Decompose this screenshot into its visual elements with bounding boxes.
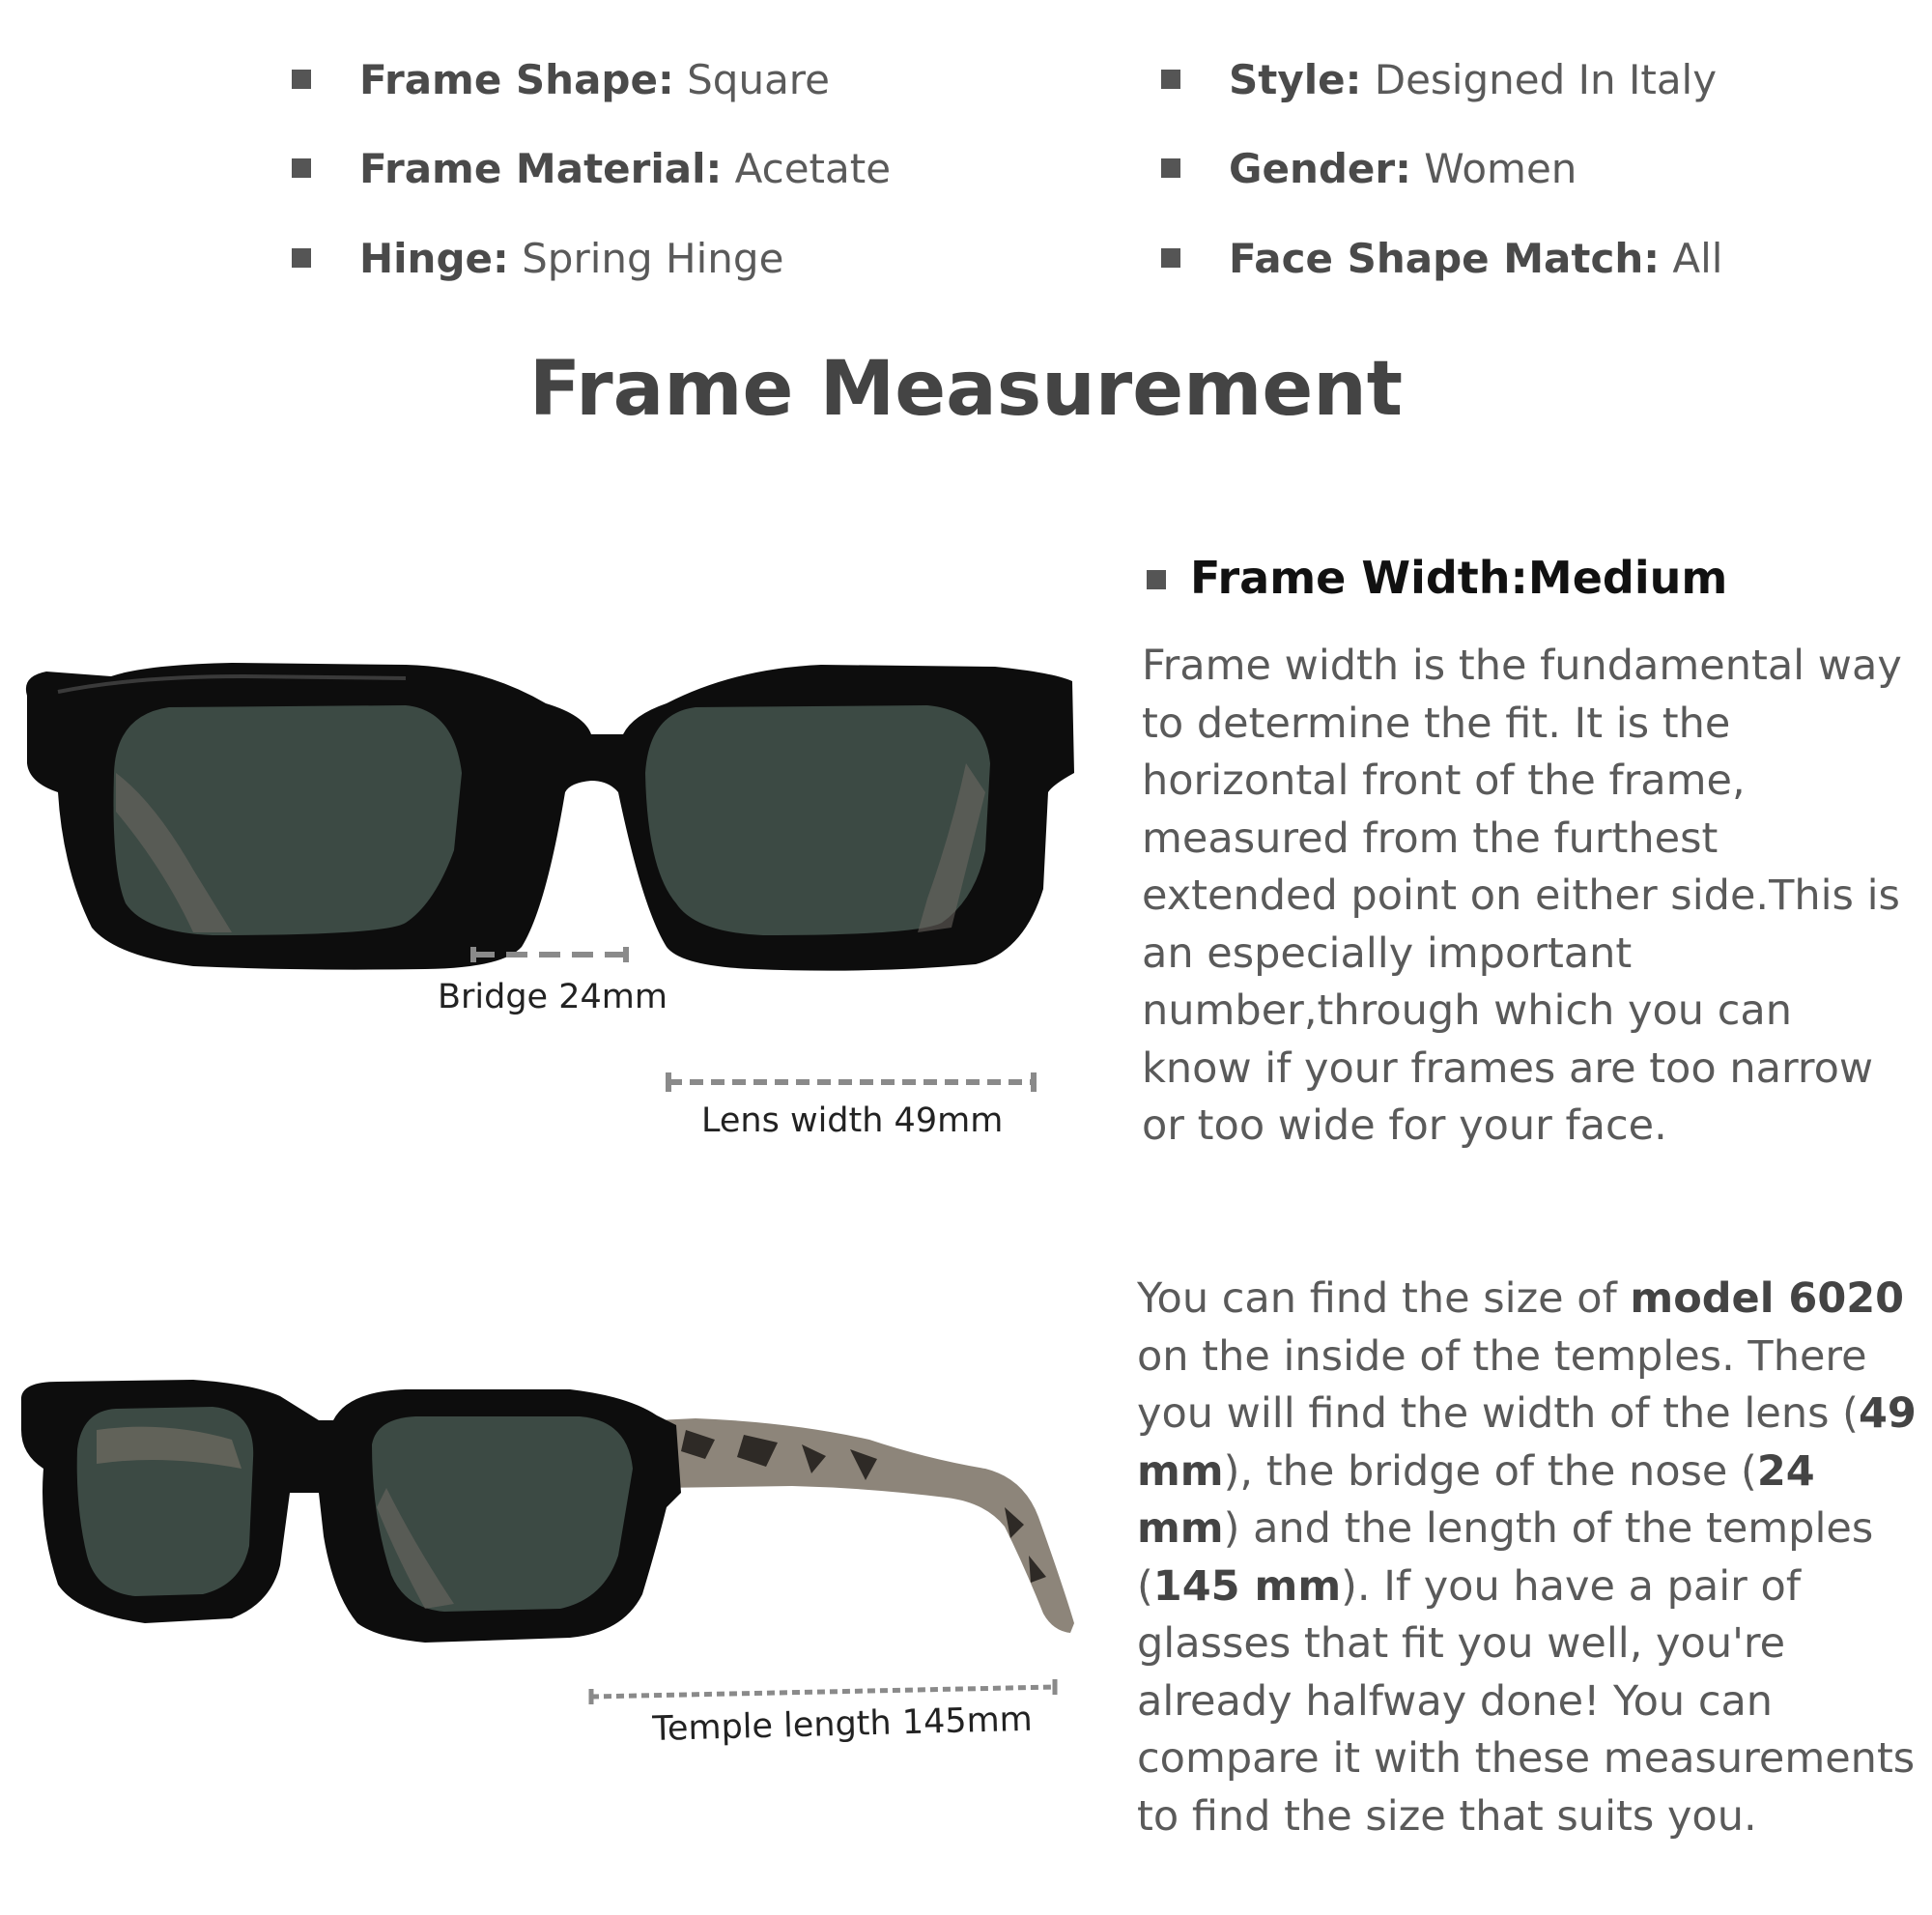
- model-text-part: ) and the length of the temples (: [1137, 1504, 1874, 1611]
- spec-key: Hinge:: [359, 235, 509, 282]
- model-number: model 6020: [1630, 1274, 1905, 1323]
- spec-key: Frame Shape:: [359, 56, 674, 103]
- frame-width-description: Frame width is the fundamental way to determine the fit. It is the horizontal front of the frame, measured from the furthest extended point on either side.This is an especially important number,through which you can know if your frames are too narrow or too wide for your face.: [1142, 642, 1902, 1150]
- spec-value: Designed In Italy: [1361, 56, 1718, 103]
- spec-value: Acetate: [722, 145, 892, 192]
- spec-key: Style:: [1229, 56, 1362, 103]
- frame-width-heading: Frame Width:Medium: [1190, 552, 1728, 604]
- spec-key: Frame Material:: [359, 145, 723, 192]
- bullet-icon: [1147, 570, 1166, 589]
- temple-size-value: 145 mm: [1152, 1561, 1342, 1611]
- spec-value: Spring Hinge: [508, 235, 784, 282]
- model-text-part: ), the bridge of the nose (: [1223, 1446, 1757, 1496]
- side-right-lens: [372, 1416, 633, 1612]
- bridge-label: Bridge 24mm: [438, 978, 668, 1016]
- side-view-glasses: [21, 1380, 1074, 1643]
- lens-width-label: Lens width 49mm: [701, 1101, 1004, 1140]
- left-lens: [114, 705, 463, 935]
- model-text-part: ). If you have a pair of glasses that fit you well, you're already halfway done! You can compare it with these measurements to find the size that suits you.: [1137, 1561, 1916, 1841]
- spec-key: Gender:: [1229, 145, 1411, 192]
- spec-key: Face Shape Match:: [1229, 235, 1661, 282]
- bridge-size-value: 24 mm: [1137, 1446, 1815, 1553]
- model-size-description: [1137, 1271, 1919, 1845]
- lens-size-value: 49 mm: [1137, 1389, 1917, 1496]
- model-text-part: on the inside of the temples. There you will find the width of the lens (: [1137, 1331, 1867, 1438]
- spec-value: Women: [1410, 145, 1577, 192]
- lens-measure-line: [668, 1072, 1034, 1092]
- model-text-part: You can find the size of: [1137, 1274, 1631, 1323]
- temple-length-label: Temple length 145mm: [652, 1700, 1034, 1749]
- spec-value: All: [1660, 235, 1723, 282]
- front-view-glasses: [26, 663, 1074, 971]
- page-title: Frame Measurement: [528, 346, 1404, 433]
- spec-value: Square: [673, 56, 830, 103]
